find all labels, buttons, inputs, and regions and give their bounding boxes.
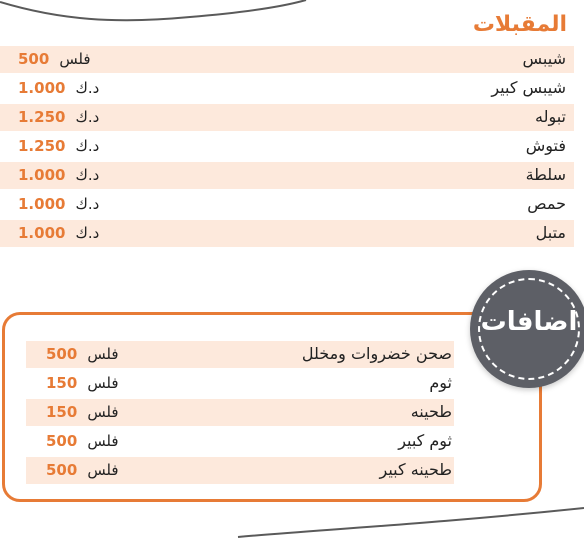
appetizer-price-group — [18, 50, 91, 68]
extra-price-group — [46, 461, 119, 479]
extra-currency: فلس — [87, 374, 119, 392]
appetizer-name: شيبس كبير — [491, 78, 566, 97]
extra-currency: فلس — [87, 345, 119, 363]
extra-price-group — [46, 432, 119, 450]
appetizer-name: تبوله — [535, 107, 566, 126]
appetizer-row — [0, 133, 574, 160]
appetizer-price-group — [18, 137, 99, 155]
appetizer-row — [0, 46, 574, 73]
extra-row — [26, 341, 454, 368]
appetizer-row — [0, 162, 574, 189]
appetizer-price: 1.000 — [18, 195, 66, 213]
appetizer-currency: د.ك — [75, 195, 100, 213]
appetizers-list — [0, 46, 574, 249]
appetizer-price: 1.250 — [18, 137, 66, 155]
appetizer-price-group — [18, 166, 99, 184]
extra-price-group — [46, 345, 119, 363]
appetizer-row — [0, 104, 574, 131]
appetizer-currency: د.ك — [75, 79, 100, 97]
appetizer-currency: د.ك — [75, 224, 100, 242]
appetizer-price: 500 — [18, 50, 50, 68]
extra-name: طحينه — [410, 402, 452, 421]
appetizer-name: متبل — [535, 223, 566, 242]
extra-row — [26, 428, 454, 455]
appetizer-currency: د.ك — [75, 166, 100, 184]
extra-currency: فلس — [87, 461, 119, 479]
appetizer-price-group — [18, 195, 99, 213]
extras-badge — [470, 270, 584, 388]
extra-row — [26, 399, 454, 426]
appetizer-currency: فلس — [59, 50, 91, 68]
appetizer-name: سلطة — [525, 165, 566, 184]
extra-price: 500 — [46, 461, 78, 479]
appetizer-price-group — [18, 79, 99, 97]
extra-currency: فلس — [87, 403, 119, 421]
appetizer-price: 1.000 — [18, 224, 66, 242]
appetizer-price: 1.250 — [18, 108, 66, 126]
extra-name: ثوم — [429, 373, 452, 392]
extra-name: ثوم كبير — [398, 431, 452, 450]
extras-panel — [2, 312, 542, 502]
appetizers-title: المقبلات — [472, 12, 567, 37]
bottom-decorative-curve — [0, 506, 584, 538]
extra-price: 150 — [46, 374, 78, 392]
appetizer-row — [0, 75, 574, 102]
extra-row — [26, 370, 454, 397]
extra-price: 500 — [46, 432, 78, 450]
extras-title: اضافات — [480, 307, 578, 337]
appetizer-row — [0, 220, 574, 247]
appetizer-price-group — [18, 224, 99, 242]
appetizer-currency: د.ك — [75, 137, 100, 155]
appetizer-name: شيبس — [522, 49, 566, 68]
extra-name: صحن خضروات ومخلل — [301, 344, 452, 363]
appetizer-price-group — [18, 108, 99, 126]
extra-price-group — [46, 374, 119, 392]
extra-price-group — [46, 403, 119, 421]
extra-row — [26, 457, 454, 484]
extra-price: 150 — [46, 403, 78, 421]
extras-list — [26, 341, 454, 486]
extra-price: 500 — [46, 345, 78, 363]
appetizer-price: 1.000 — [18, 79, 66, 97]
extra-name: طحينه كبير — [379, 460, 452, 479]
appetizer-name: فتوش — [525, 136, 566, 155]
appetizer-currency: د.ك — [75, 108, 100, 126]
appetizer-name: حمص — [527, 194, 566, 213]
appetizer-row — [0, 191, 574, 218]
extra-currency: فلس — [87, 432, 119, 450]
appetizer-price: 1.000 — [18, 166, 66, 184]
